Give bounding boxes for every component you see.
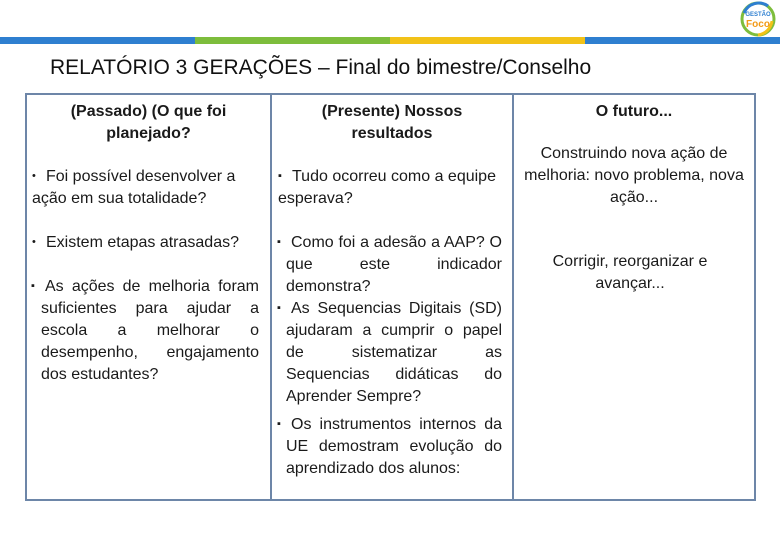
gestao-foco-logo: [738, 1, 778, 37]
logo-text-bottom: Foco: [746, 19, 770, 30]
bullet-dot-icon: •: [32, 170, 36, 182]
column-header-future: O futuro...: [595, 103, 673, 120]
stripe-blue: [0, 37, 195, 44]
bullet-square-icon: ▪: [277, 418, 281, 430]
column-present: [272, 95, 514, 499]
past-question-2-text: Existem etapas atrasadas?: [46, 234, 239, 251]
past-question-3-text: As ações de melhoria foram suficientes para ajudar a escola a melhorar o desempenho, engajamento dos estudantes?: [41, 278, 259, 383]
stripe-green: [195, 37, 390, 44]
bullet-square-icon: ▪: [277, 302, 281, 314]
column-future: [514, 95, 754, 499]
color-stripe-bar: [0, 37, 780, 44]
column-header-past: (Passado) (O que foi planejado?: [70, 103, 227, 142]
stripe-blue-2: [585, 37, 780, 44]
stripe-yellow: [390, 37, 585, 44]
future-text-2: Corrigir, reorganizar e avançar...: [552, 253, 708, 292]
present-question-3-text: As Sequencias Digitais (SD) ajudaram a cumprir o papel de sistematizar as Sequencias didáticas do Aprender Sempre?: [286, 300, 502, 405]
present-question-2: [277, 231, 502, 298]
past-question-1-text: Foi possível desenvolver a ação em sua totalidade?: [32, 168, 236, 207]
bullet-square-icon: ▪: [278, 170, 282, 182]
generations-table: [25, 93, 756, 501]
present-question-1-text: Tudo ocorreu como a equipe esperava?: [278, 168, 496, 207]
bullet-dot-icon: •: [32, 236, 36, 248]
past-question-1: [32, 165, 264, 210]
present-question-2-text: Como foi a adesão a AAP? O que este indicador demonstra?: [286, 234, 502, 295]
future-text-1: Construindo nova ação de melhoria: novo problema, nova ação...: [524, 145, 744, 206]
bullet-square-icon: ▪: [277, 236, 281, 248]
present-question-4: [277, 413, 502, 480]
logo-text-top: GESTÃO: [745, 12, 771, 18]
page-title: RELATÓRIO 3 GERAÇÕES – Final do bimestre/Conselho: [50, 56, 592, 79]
present-question-3: [277, 297, 502, 408]
past-question-2: [32, 231, 268, 254]
column-past: [27, 95, 272, 499]
present-question-4-text: Os instrumentos internos da UE demostram evolução do aprendizado dos alunos:: [286, 416, 502, 477]
column-header-present: (Presente) Nossos resultados: [321, 103, 463, 142]
bullet-square-icon: ▪: [31, 280, 35, 292]
present-question-1: [278, 165, 506, 210]
past-question-3: [31, 275, 259, 386]
top-bar: [0, 0, 780, 34]
